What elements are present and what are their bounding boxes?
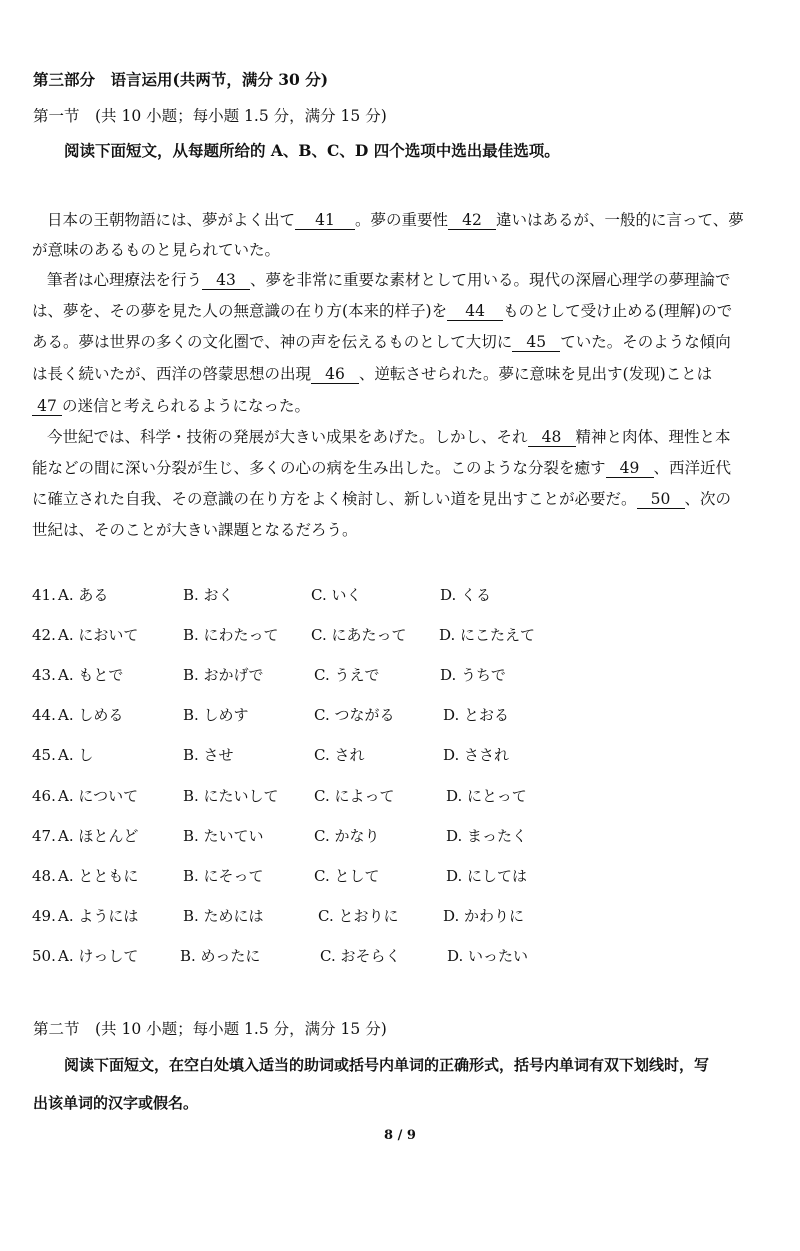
option-a[interactable]: A. ほとんど xyxy=(58,827,139,845)
option-d[interactable]: D. うちで xyxy=(440,666,506,684)
option-a[interactable]: A. ある xyxy=(58,586,109,604)
passage-line: が意味のあるものと見られていた。 xyxy=(32,241,281,259)
option-d[interactable]: D. くる xyxy=(440,586,492,604)
passage-line: 能などの間に深い分裂が生じ、多くの心の病を生み出した。このような分裂を癒す 49 、西洋近代 xyxy=(32,459,732,477)
option-a[interactable]: A. ようには xyxy=(58,907,139,925)
part1-title: 第一节 (共 10 小题；每小题 1.5 分，满分 15 分) xyxy=(33,107,387,125)
option-c[interactable]: C. にあたって xyxy=(311,626,407,644)
passage-line: は長く続いたが、西洋の啓蒙思想の出現 46 、逆転させられた。夢に意味を見出す(发现)ことは xyxy=(32,365,713,383)
option-c[interactable]: C. いく xyxy=(311,586,362,604)
option-d[interactable]: D. いったい xyxy=(447,947,529,965)
question-number: 45. xyxy=(32,746,56,764)
option-b[interactable]: B. おかげで xyxy=(183,666,264,684)
question-number: 49. xyxy=(32,907,56,925)
option-d[interactable]: D. にこたえて xyxy=(439,626,536,644)
part2-instruction-cont: 出该单词的汉字或假名。 xyxy=(33,1094,199,1112)
option-c[interactable]: C. として xyxy=(314,867,380,885)
part2-title: 第二节 (共 10 小题；每小题 1.5 分，满分 15 分) xyxy=(33,1020,387,1038)
option-b[interactable]: B. にたいして xyxy=(183,787,279,805)
question-number: 42. xyxy=(32,626,56,644)
option-b[interactable]: B. めったに xyxy=(180,947,261,965)
option-a[interactable]: A. について xyxy=(58,787,139,805)
blank-47[interactable]: 47 xyxy=(32,398,62,416)
question-number: 41. xyxy=(32,586,56,604)
blank-45[interactable]: 45 xyxy=(512,334,560,352)
page-number: 8 / 9 xyxy=(384,1128,416,1143)
question-number: 47. xyxy=(32,827,56,845)
passage-line: は、夢を、その夢を見た人の無意識の在り方(本来的样子)を 44 ものとして受け止める(理解)ので xyxy=(32,302,733,320)
option-a[interactable]: A. し xyxy=(58,746,94,764)
option-a[interactable]: A. しめる xyxy=(58,706,124,724)
passage-line: 日本の王朝物語には、夢がよく出て 41 。夢の重要性 42 違いはあるが、一般的に言って、夢 xyxy=(47,211,744,229)
option-b[interactable]: B. おく xyxy=(183,586,234,604)
passage-line: に確立された自我、その意識の在り方をよく検討し、新しい道を見出すことが必要だ。 50 、次の xyxy=(32,490,732,508)
passage-line: ある。夢は世界の多くの文化圏で、神の声を伝えるものとして大切に 45 ていた。そのような傾向 xyxy=(32,333,731,351)
blank-48[interactable]: 48 xyxy=(528,429,576,447)
option-b[interactable]: B. ためには xyxy=(183,907,264,925)
option-c[interactable]: C. うえで xyxy=(314,666,380,684)
question-number: 44. xyxy=(32,706,56,724)
option-c[interactable]: C. つながる xyxy=(314,706,395,724)
option-d[interactable]: D. かわりに xyxy=(443,907,525,925)
option-c[interactable]: C. おそらく xyxy=(320,947,401,965)
blank-44[interactable]: 44 xyxy=(447,303,503,321)
option-a[interactable]: A. とともに xyxy=(58,867,139,885)
option-b[interactable]: B. にわたって xyxy=(183,626,279,644)
option-a[interactable]: A. において xyxy=(58,626,139,644)
option-b[interactable]: B. させ xyxy=(183,746,234,764)
part2-instruction: 阅读下面短文，在空白处填入适当的助词或括号内单词的正确形式，括号内单词有双下划线时，写 xyxy=(64,1056,710,1074)
passage-line: 47 の迷信と考えられるようになった。 xyxy=(32,396,310,416)
option-a[interactable]: A. もとで xyxy=(58,666,124,684)
option-d[interactable]: D. とおる xyxy=(443,706,510,724)
option-c[interactable]: C. によって xyxy=(314,787,395,805)
passage-line: 今世紀では、科学・技術の発展が大きい成果をあげた。しかし、それ 48 精神と肉体、理性と本 xyxy=(47,428,731,446)
option-c[interactable]: C. され xyxy=(314,746,365,764)
option-d[interactable]: D. にしては xyxy=(446,867,528,885)
blank-41[interactable]: 41 xyxy=(295,212,355,230)
blank-49[interactable]: 49 xyxy=(606,460,654,478)
question-number: 46. xyxy=(32,787,56,805)
blank-50[interactable]: 50 xyxy=(637,491,685,509)
option-b[interactable]: B. にそって xyxy=(183,867,264,885)
blank-46[interactable]: 46 xyxy=(311,366,359,384)
blank-42[interactable]: 42 xyxy=(448,212,496,230)
blank-43[interactable]: 43 xyxy=(202,272,250,290)
section-title: 第三部分 语言运用(共两节，满分 30 分) xyxy=(33,70,329,89)
option-c[interactable]: C. とおりに xyxy=(318,907,399,925)
passage-line: 筆者は心理療法を行う 43 、夢を非常に重要な素材として用いる。現代の深層心理学の夢理論で xyxy=(47,271,731,289)
option-d[interactable]: D. さされ xyxy=(443,746,510,764)
option-a[interactable]: A. けっして xyxy=(58,947,139,965)
option-b[interactable]: B. たいてい xyxy=(183,827,264,845)
passage-line: 世紀は、そのことが大きい課題となるだろう。 xyxy=(32,521,358,539)
question-number: 43. xyxy=(32,666,56,684)
option-d[interactable]: D. にとって xyxy=(446,787,527,805)
part1-instruction: 阅读下面短文，从每题所给的 A、B、C、D 四个选项中选出最佳选项。 xyxy=(64,141,560,160)
question-number: 50. xyxy=(32,947,56,965)
option-d[interactable]: D. まったく xyxy=(446,827,528,845)
option-b[interactable]: B. しめす xyxy=(183,706,249,724)
option-c[interactable]: C. かなり xyxy=(314,827,380,845)
question-number: 48. xyxy=(32,867,56,885)
